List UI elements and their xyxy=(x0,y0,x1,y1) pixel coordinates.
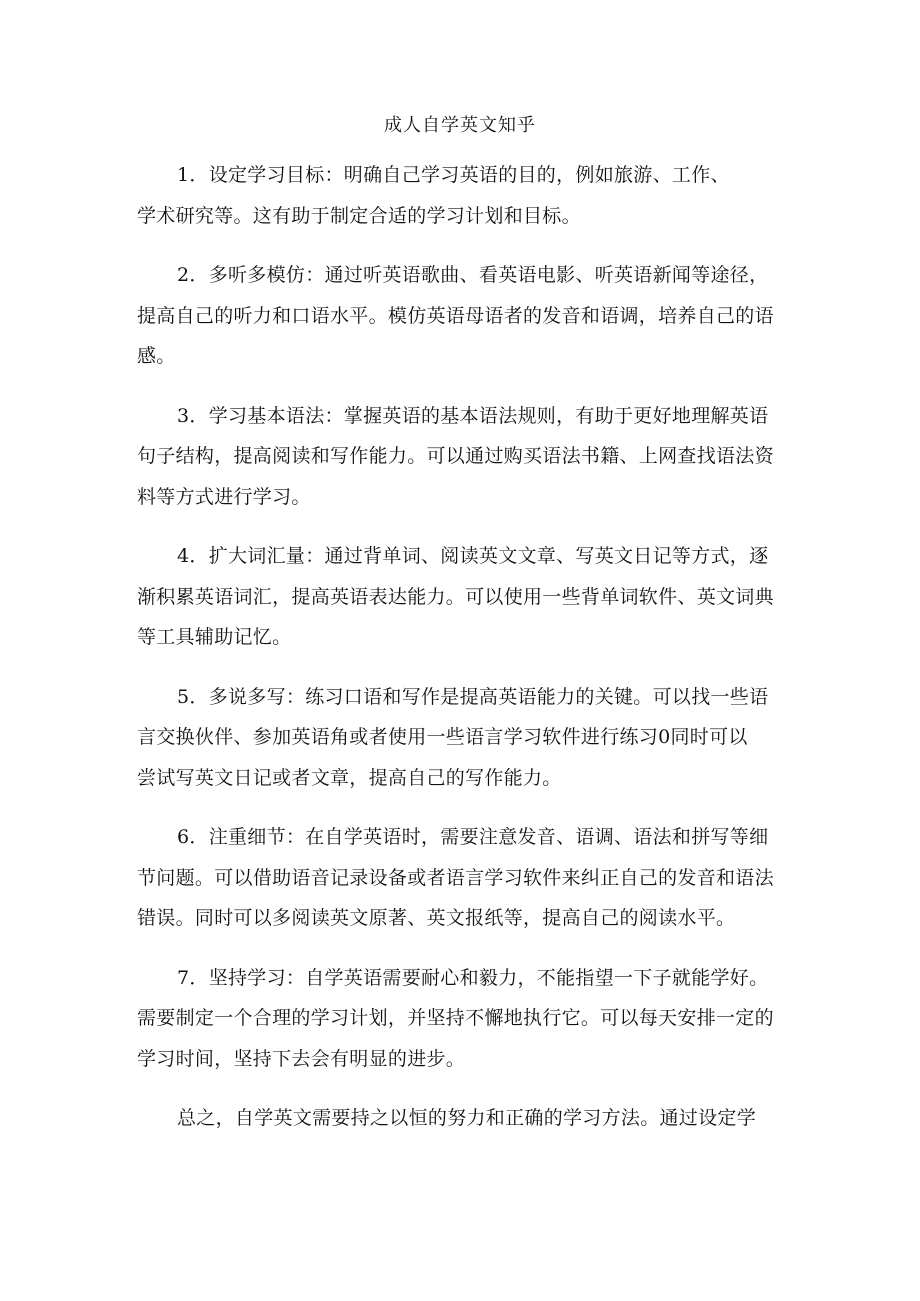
paragraph-line: 言交换伙伴、参加英语角或者使用一些语言学习软件进行练习0同时可以 xyxy=(137,726,748,748)
paragraph-line: 学习时间，坚持下去会有明显的进步。 xyxy=(137,1047,466,1070)
paragraph-line: 节问题。可以借助语音记录设备或者语言学习软件来纠正自己的发音和语法 xyxy=(137,866,774,889)
paragraph-2 xyxy=(137,255,797,377)
paragraph-6 xyxy=(137,817,797,939)
paragraph-line: 渐积累英语词汇，提高英语表达能力。可以使用一些背单词软件、英文词典 xyxy=(137,585,774,608)
paragraph-line: 等工具辅助记忆。 xyxy=(137,626,292,648)
document-body xyxy=(137,155,797,1158)
paragraph-line: 感。 xyxy=(137,345,176,367)
paragraph-line: 错误。同时可以多阅读英文原著、英文报纸等，提高自己的阅读水平。 xyxy=(137,907,736,929)
paragraph-line: 1．设定学习目标：明确自己学习英语的目的，例如旅游、工作、 xyxy=(177,164,730,186)
paragraph-line: 3．学习基本语法：掌握英语的基本语法规则，有助于更好地理解英语 xyxy=(177,404,769,427)
paragraph-line: 需要制定一个合理的学习计划，并坚持不懈地执行它。可以每天安排一定的 xyxy=(137,1007,774,1029)
paragraph-line: 句子结构，提高阅读和写作能力。可以通过购买语法书籍、上网查找语法资 xyxy=(137,445,774,467)
paragraph-8 xyxy=(137,1098,797,1139)
paragraph-1 xyxy=(137,155,797,236)
paragraph-line: 2．多听多模仿：通过听英语歌曲、看英语电影、听英语新闻等途径， xyxy=(177,264,769,286)
paragraph-line: 5．多说多写：练习口语和写作是提高英语能力的关键。可以找一些语 xyxy=(177,685,769,708)
paragraph-3 xyxy=(137,396,797,518)
paragraph-line: 学术研究等。这有助于制定合适的学习计划和目标。 xyxy=(137,204,581,227)
paragraph-4 xyxy=(137,536,797,658)
paragraph-line: 料等方式进行学习。 xyxy=(137,485,311,508)
paragraph-line: 7．坚持学习：自学英语需要耐心和毅力，不能指望一下子就能学好。 xyxy=(177,966,769,989)
paragraph-line: 总之，自学英文需要持之以恒的努力和正确的学习方法。通过设定学 xyxy=(177,1107,757,1129)
document-title: 成人自学英文知乎 xyxy=(384,115,536,136)
paragraph-line: 尝试写英文日记或者文章，提高自己的写作能力。 xyxy=(137,766,562,789)
paragraph-line: 4．扩大词汇量：通过背单词、阅读英文文章、写英文日记等方式，逐 xyxy=(177,545,769,567)
paragraph-line: 提高自己的听力和口语水平。模仿英语母语者的发音和语调，培养自己的语 xyxy=(137,304,774,327)
paragraph-5 xyxy=(137,677,797,799)
paragraph-7 xyxy=(137,958,797,1080)
paragraph-line: 6．注重细节：在自学英语时，需要注意发音、语调、语法和拼写等细 xyxy=(177,826,769,848)
